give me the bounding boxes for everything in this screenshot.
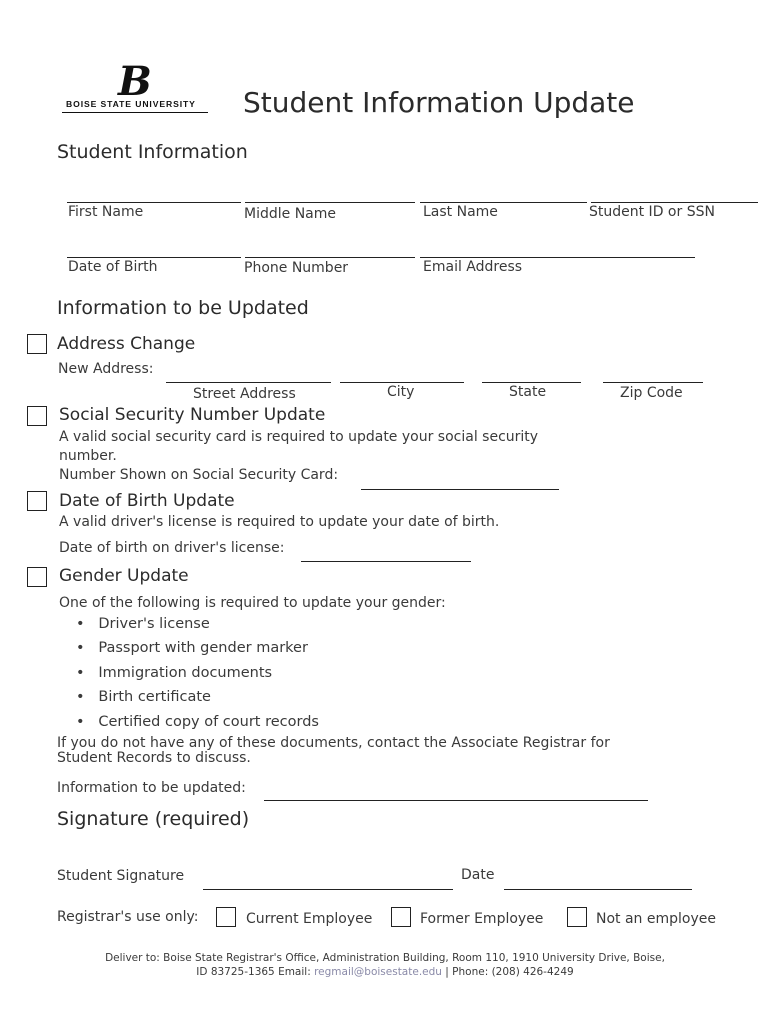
ssn-number-label: Number Shown on Social Security Card: (59, 467, 339, 483)
state-label: State (509, 384, 547, 400)
ssn-update-label: Social Security Number Update (59, 405, 326, 425)
logo-text: BOISE STATE UNIVERSITY (66, 99, 196, 109)
middle-name-label: Middle Name (244, 206, 336, 222)
signature-heading: Signature (required) (57, 808, 250, 830)
logo-rule (62, 112, 208, 113)
dob-update-desc: A valid driver's license is required to update your date of birth. (59, 514, 500, 530)
date-field[interactable] (504, 889, 692, 890)
street-address-field[interactable] (166, 382, 331, 383)
list-item: • Driver's license (76, 616, 210, 632)
page-title: Student Information Update (243, 86, 635, 119)
current-employee-checkbox[interactable] (216, 907, 236, 927)
ssn-desc-line2: number. (59, 448, 117, 464)
gender-note-line1: If you do not have any of these documents, contact the Associate Registrar for (57, 735, 610, 751)
city-label: City (387, 384, 415, 400)
street-address-label: Street Address (193, 386, 296, 402)
gender-update-checkbox[interactable] (27, 567, 47, 587)
address-change-checkbox[interactable] (27, 334, 47, 354)
footer-line1: Deliver to: Boise State Registrar's Office, Administration Building, Room 110, 1910 University Drive, Boise, (105, 952, 665, 964)
info-to-update-field[interactable] (264, 800, 648, 801)
gender-note-line2: Student Records to discuss. (57, 750, 251, 766)
email-label: Email Address (423, 259, 523, 275)
phone-label: Phone Number (244, 260, 349, 276)
dob-field[interactable] (67, 257, 241, 258)
footer-email-link[interactable]: regmail@boisestate.edu (314, 966, 442, 978)
not-employee-checkbox[interactable] (567, 907, 587, 927)
list-item: • Certified copy of court records (76, 714, 319, 730)
ssn-desc-line1: A valid social security card is required to update your social security (59, 429, 539, 445)
former-employee-checkbox[interactable] (391, 907, 411, 927)
not-employee-label: Not an employee (596, 911, 716, 927)
dob-update-label: Date of Birth Update (59, 491, 235, 511)
info-to-update-label: Information to be updated: (57, 780, 246, 796)
former-employee-label: Former Employee (420, 911, 544, 927)
gender-desc: One of the following is required to update your gender: (59, 595, 446, 611)
student-id-label: Student ID or SSN (589, 204, 715, 220)
dob-license-field[interactable] (301, 561, 471, 562)
ssn-number-field[interactable] (361, 489, 559, 490)
student-signature-label: Student Signature (57, 868, 185, 884)
city-field[interactable] (340, 382, 464, 383)
student-signature-field[interactable] (203, 889, 453, 890)
ssn-update-checkbox[interactable] (27, 406, 47, 426)
email-field[interactable] (420, 257, 695, 258)
first-name-label: First Name (68, 204, 144, 220)
list-item: • Birth certificate (76, 689, 211, 705)
last-name-field[interactable] (420, 202, 587, 203)
phone-field[interactable] (245, 257, 415, 258)
footer-line2: ID 83725-1365 Email: regmail@boisestate.edu | Phone: (208) 426-4249 (196, 966, 574, 978)
address-change-label: Address Change (57, 334, 196, 354)
last-name-label: Last Name (423, 204, 498, 220)
list-item: • Immigration documents (76, 665, 273, 681)
dob-license-label: Date of birth on driver's license: (59, 540, 285, 556)
student-id-field[interactable] (591, 202, 758, 203)
middle-name-field[interactable] (245, 202, 415, 203)
date-label: Date (461, 867, 495, 883)
dob-label: Date of Birth (68, 259, 158, 275)
state-field[interactable] (482, 382, 581, 383)
gender-update-label: Gender Update (59, 566, 189, 586)
updates-heading: Information to be Updated (57, 297, 309, 319)
logo-b-icon: B (118, 58, 150, 105)
current-employee-label: Current Employee (246, 911, 373, 927)
dob-update-checkbox[interactable] (27, 491, 47, 511)
first-name-field[interactable] (67, 202, 241, 203)
student-info-heading: Student Information (57, 141, 248, 163)
zip-code-label: Zip Code (620, 385, 683, 401)
new-address-label: New Address: (58, 361, 154, 377)
zip-code-field[interactable] (603, 382, 703, 383)
list-item: • Passport with gender marker (76, 640, 308, 656)
registrar-label: Registrar's use only: (57, 909, 199, 925)
